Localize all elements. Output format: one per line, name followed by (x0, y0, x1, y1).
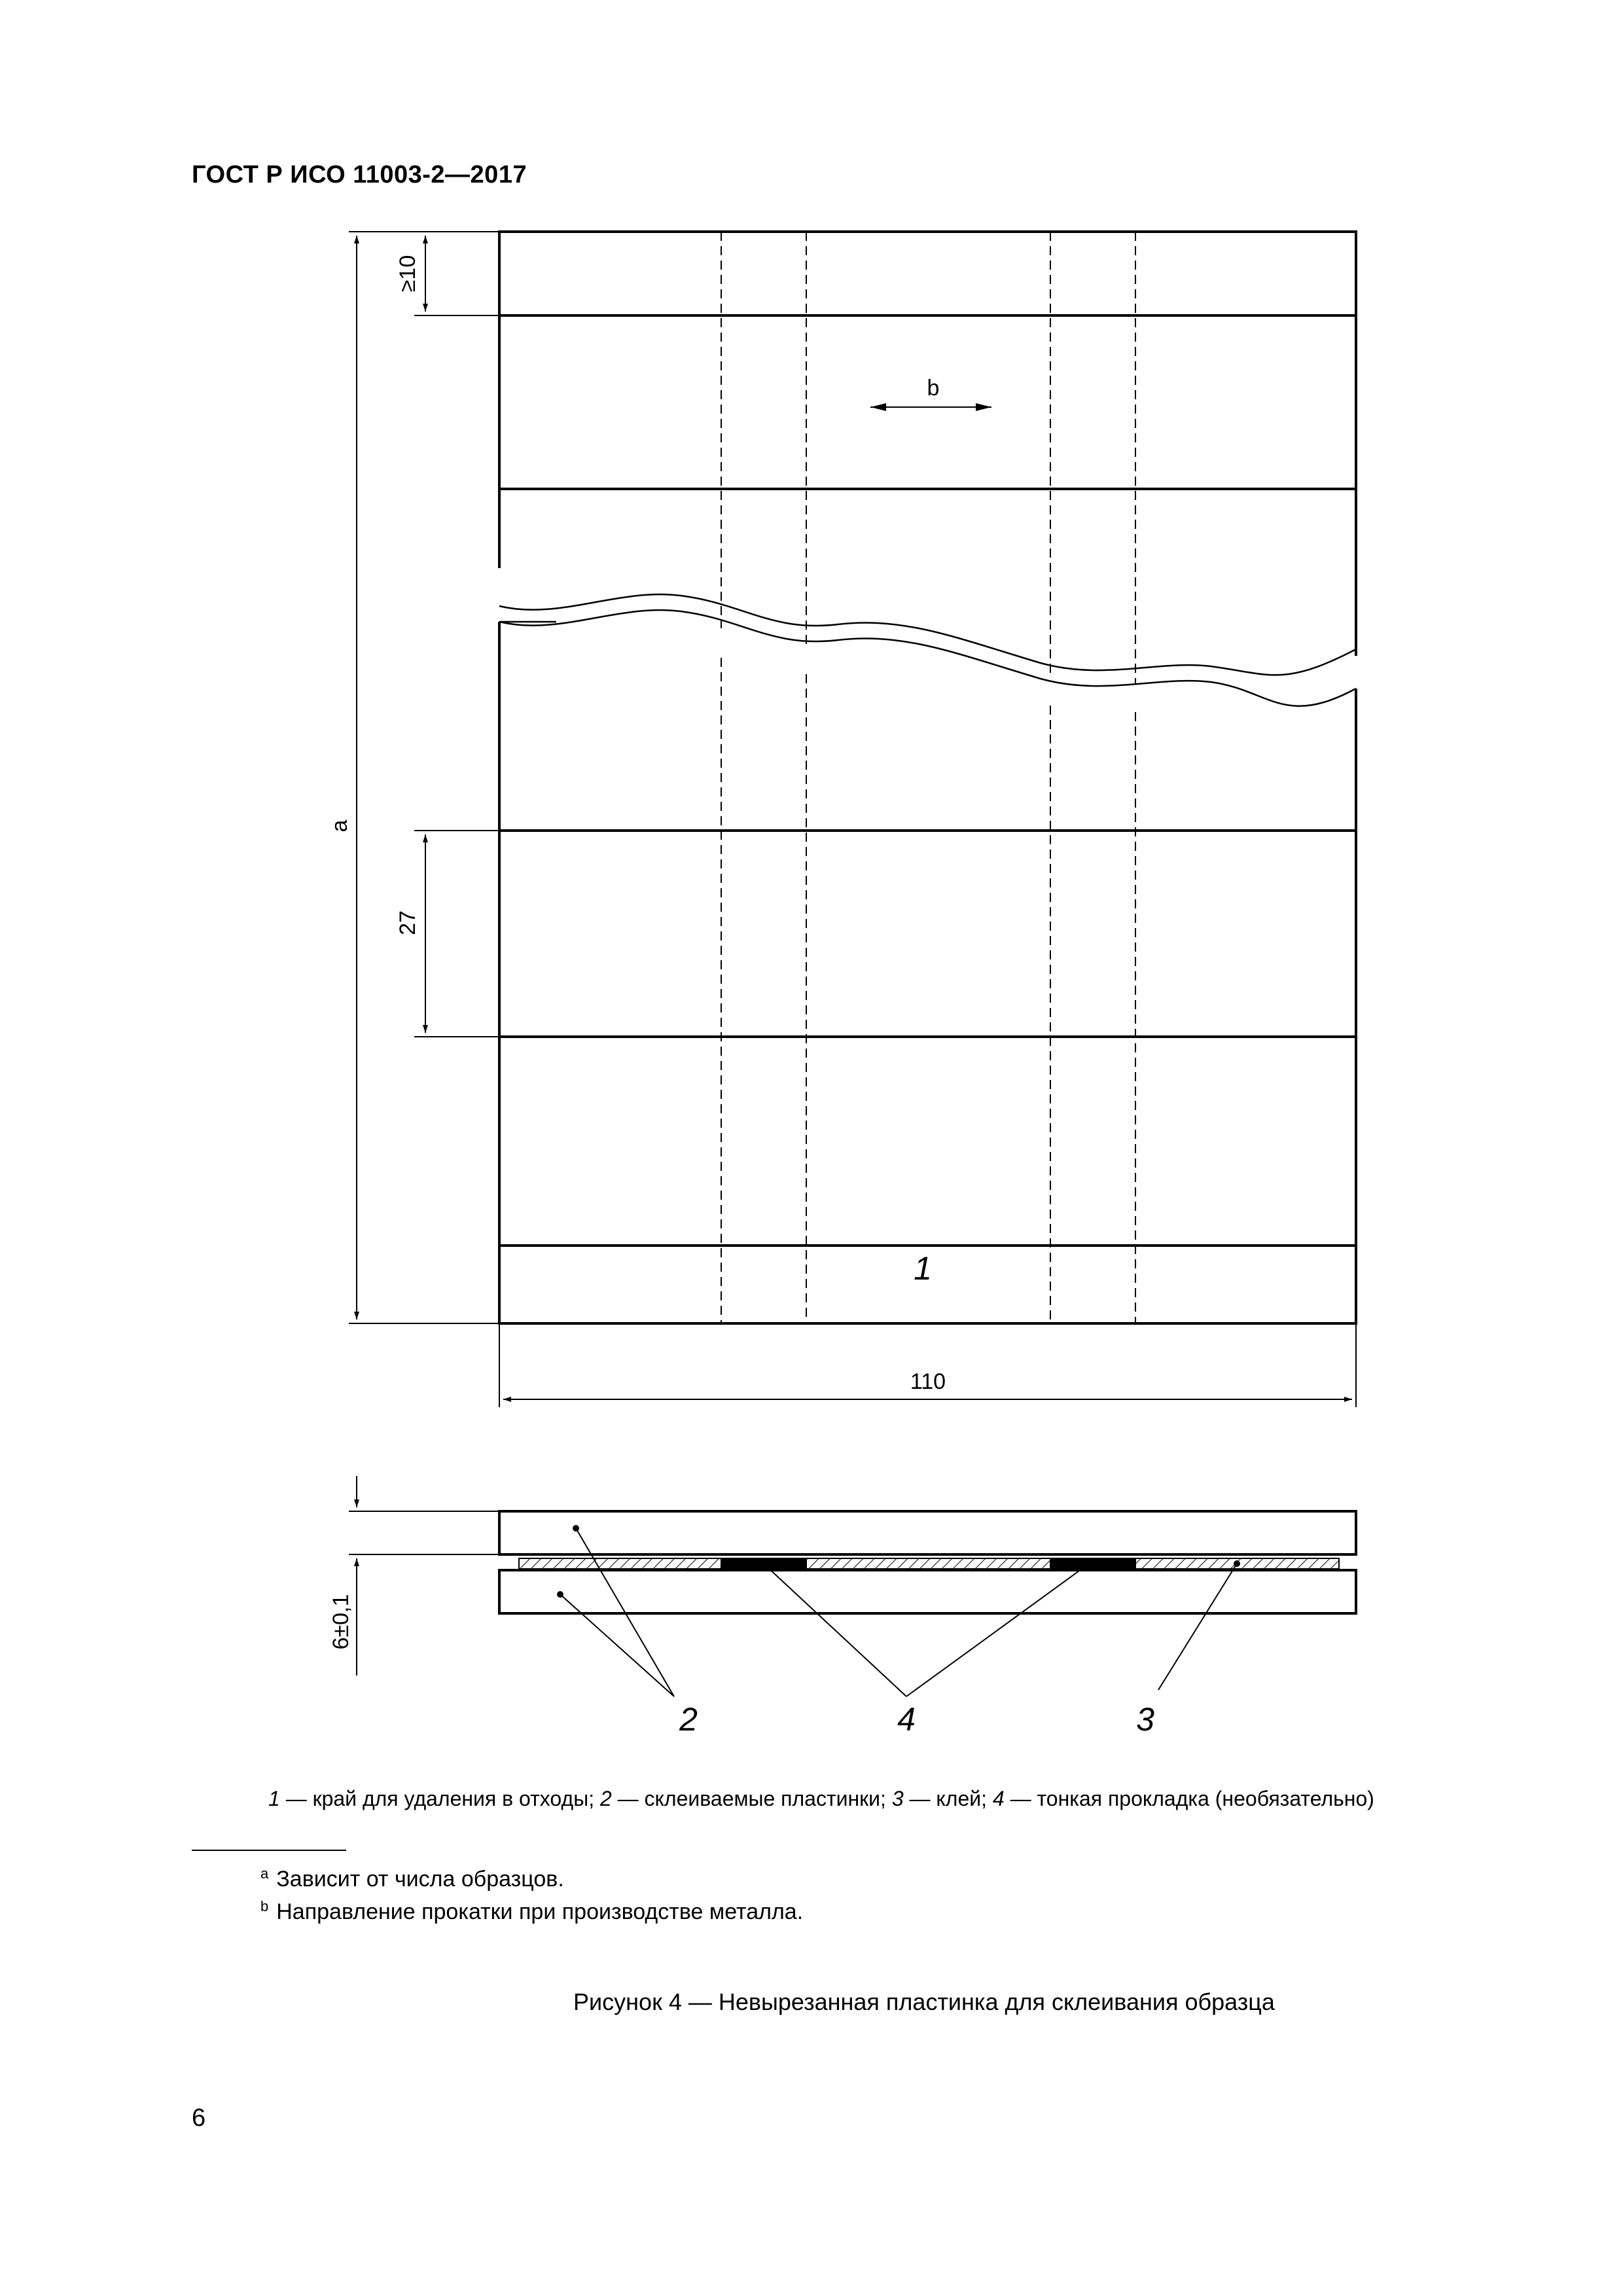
footnote-a (260, 1865, 564, 1892)
leader-shim-right (906, 1566, 1086, 1696)
callout-adhesive: 3 (1136, 1701, 1154, 1738)
legend-text-4: — тонкая прокладка (необязательно) (1004, 1787, 1374, 1810)
plan-view (349, 232, 1356, 1407)
section-view (349, 1476, 1356, 1696)
legend-key-3: 3 (891, 1787, 904, 1810)
break-line-lower (499, 610, 1356, 706)
dim-label-gap: ≥10 (395, 255, 420, 293)
leader-adhesive (1158, 1564, 1237, 1690)
rolling-direction-label: b (927, 376, 940, 401)
footnote-text: Зависит от числа образцов. (276, 1867, 564, 1892)
dim-label-110: 110 (910, 1369, 946, 1394)
dim-label-a: a (327, 819, 352, 833)
shim-left (721, 1558, 806, 1569)
footnote-divider (192, 1850, 346, 1851)
page-number: 6 (192, 2104, 206, 2132)
plate-outline-lower (499, 622, 1356, 1323)
legend-key-1: 1 (268, 1787, 280, 1810)
leader-shim-left (766, 1566, 906, 1696)
legend-key-4: 4 (992, 1787, 1005, 1810)
footnote-mark: a (260, 1865, 269, 1882)
dim-label-27: 27 (395, 910, 420, 935)
plate-outline-upper (499, 232, 1356, 656)
bottom-plate (499, 1570, 1356, 1613)
top-plate (499, 1511, 1356, 1554)
legend-text-3: — клей; (903, 1787, 993, 1810)
legend-key-2: 2 (599, 1787, 612, 1810)
footnote-text: Направление прокатки при производстве металла. (276, 1899, 804, 1924)
waste-edge-callout: 1 (914, 1250, 932, 1287)
leader-plate-bottom (560, 1594, 674, 1696)
footnote-mark: b (260, 1898, 269, 1914)
footnote-b (260, 1898, 803, 1925)
shim-right (1050, 1558, 1135, 1569)
legend-text-2: — склеиваемые пластинки; (611, 1787, 892, 1810)
dashed-cut-lines-upper (721, 232, 1135, 684)
figure-legend (268, 1787, 1374, 1811)
adhesive-layer (519, 1558, 1339, 1569)
callout-plates: 2 (679, 1701, 698, 1738)
figure-caption: Рисунок 4 — Невырезанная пластинка для склеивания образца (573, 1988, 1275, 2015)
callout-shims: 4 (897, 1701, 916, 1738)
legend-text-1: — край для удаления в отходы; (279, 1787, 600, 1810)
dashed-cut-lines-lower (721, 658, 1135, 1323)
dim-label-thickness: 6±0,1 (329, 1594, 353, 1650)
break-line-upper (499, 594, 1356, 675)
document-header: ГОСТ Р ИСО 11003-2—2017 (192, 161, 527, 188)
